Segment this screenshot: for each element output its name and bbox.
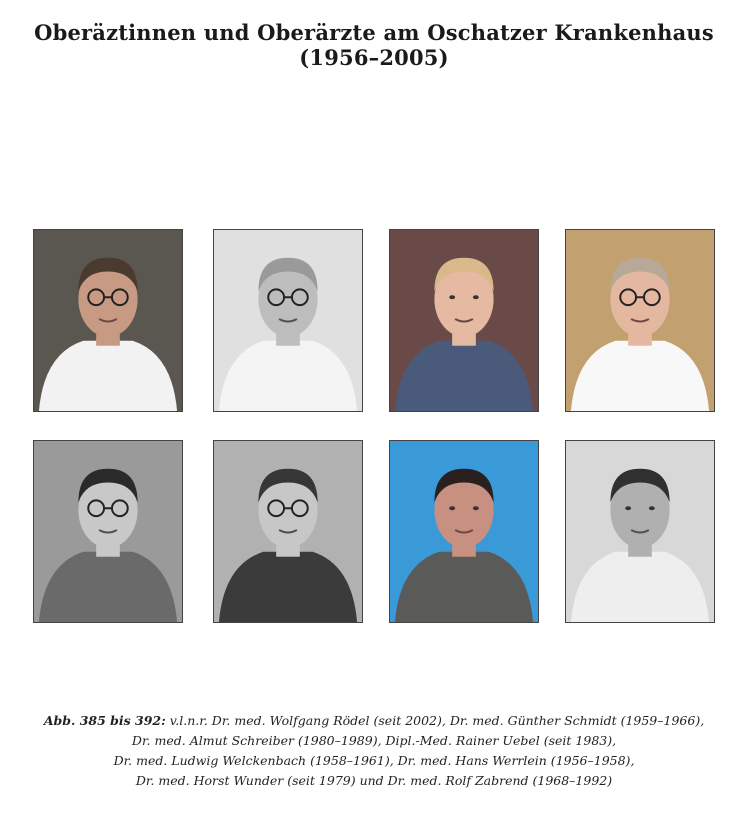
caption-line-4: Dr. med. Horst Wunder (seit 1979) und Dr. med. Rolf Zabrend (1968–1992) <box>135 773 613 788</box>
portrait-photo-5 <box>33 440 183 623</box>
caption-lead: Abb. 385 bis 392: <box>43 713 166 728</box>
portrait-photo-icon <box>214 230 362 411</box>
portrait-photo-6 <box>213 440 363 623</box>
portrait-photo-icon <box>34 230 182 411</box>
portrait-photo-icon <box>566 230 714 411</box>
caption-line-1: v.l.n.r. Dr. med. Wolfgang Rödel (seit 2002), Dr. med. Günther Schmidt (1959–1966), <box>165 713 705 728</box>
portrait-photo-icon <box>390 441 538 622</box>
portrait-photo-2 <box>213 229 363 412</box>
portrait-photo-4 <box>565 229 715 412</box>
figure-caption <box>40 711 708 791</box>
portrait-photo-3 <box>389 229 539 412</box>
portrait-photo-1 <box>33 229 183 412</box>
portrait-photo-icon <box>390 230 538 411</box>
portrait-photo-icon <box>34 441 182 622</box>
page-title: Oberäztinnen und Oberärzte am Oschatzer Krankenhaus (1956–2005) <box>34 20 714 70</box>
caption-line-3: Dr. med. Ludwig Welckenbach (1958–1961), Dr. med. Hans Werrlein (1956–1958), <box>113 753 635 768</box>
caption-line-2: Dr. med. Almut Schreiber (1980–1989), Dipl.-Med. Rainer Uebel (seit 1983), <box>131 733 617 748</box>
portrait-photo-8 <box>565 440 715 623</box>
portrait-photo-7 <box>389 440 539 623</box>
portrait-photo-icon <box>566 441 714 622</box>
portrait-photo-icon <box>214 441 362 622</box>
